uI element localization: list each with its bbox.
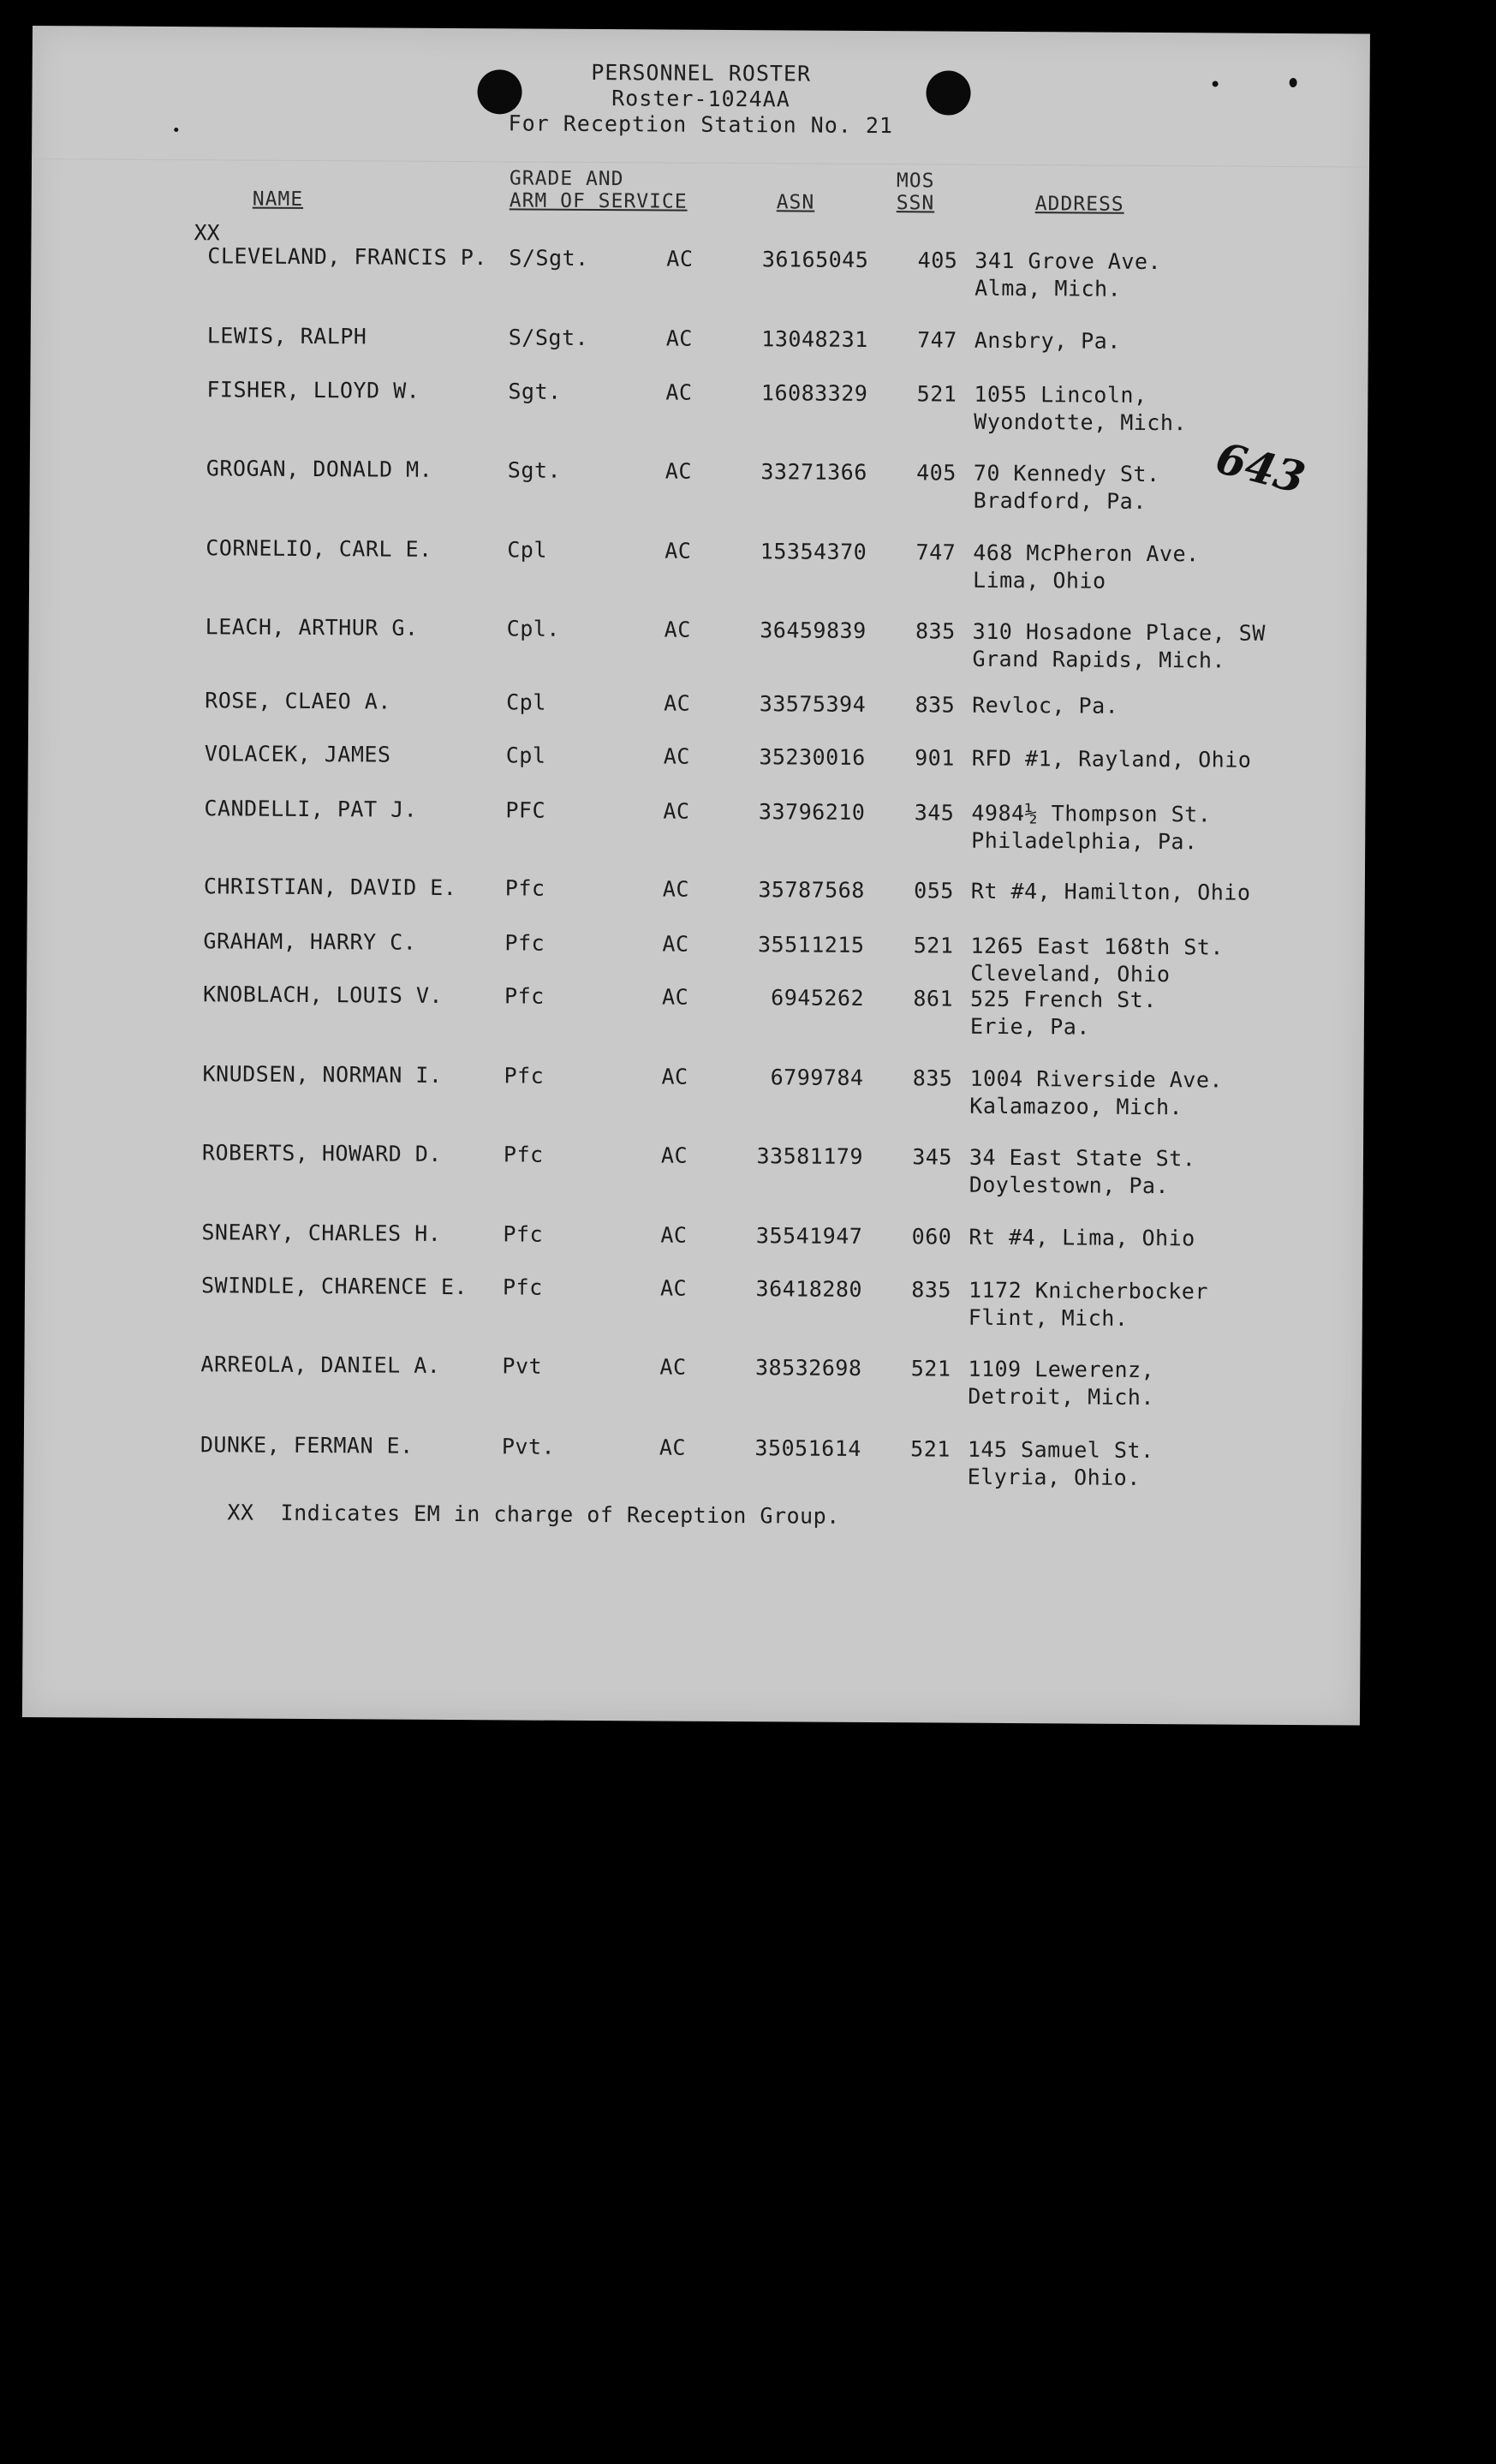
row-asn: 6799784 <box>770 1065 864 1090</box>
row-address-line2: Erie, Pa. <box>969 1013 1090 1040</box>
row-address-line1: 310 Hosadone Place, SW <box>972 618 1266 646</box>
row-address-line2: Elyria, Ohio. <box>967 1464 1141 1490</box>
row-address-line1: 468 McPheron Ave. <box>973 540 1200 567</box>
row-asn: 36418280 <box>755 1276 863 1302</box>
table-row <box>30 454 1368 522</box>
column-header-grade-line2: ARM OF SERVICE <box>509 189 688 213</box>
row-address-line1: 145 Samuel St. <box>967 1436 1154 1464</box>
row-grade: Sgt. <box>507 457 562 483</box>
row-arm-of-service: AC <box>665 458 693 484</box>
table-row <box>27 794 1365 862</box>
row-asn: 13048231 <box>761 326 868 352</box>
row-address-line2: Kalamazoo, Mich. <box>969 1093 1183 1120</box>
row-mos: 835 <box>911 1277 952 1303</box>
row-marker: XX <box>194 220 220 246</box>
table-row <box>24 1350 1362 1418</box>
row-address-line2: Grand Rapids, Mich. <box>972 646 1226 673</box>
stamp-number: 643 <box>1211 432 1310 504</box>
table-row <box>29 534 1367 602</box>
row-grade: Sgt. <box>508 379 562 404</box>
row-arm-of-service: AC <box>665 538 692 564</box>
column-header-asn: ASN <box>776 191 815 214</box>
row-grade: Pfc <box>502 1274 543 1300</box>
row-mos: 055 <box>914 878 954 904</box>
row-arm-of-service: AC <box>659 1354 687 1380</box>
row-grade: Pfc <box>503 1142 544 1167</box>
row-grade: Pvt <box>502 1353 543 1379</box>
row-name: LEWIS, RALPH <box>206 323 367 349</box>
row-mos: 521 <box>910 1356 951 1381</box>
row-grade: Pfc <box>504 983 545 1009</box>
footnote: XX Indicates EM in charge of Reception Group. <box>227 1500 840 1529</box>
row-asn: 33796210 <box>758 799 866 825</box>
row-grade: Pfc <box>504 930 545 956</box>
table-row <box>25 1271 1362 1339</box>
row-arm-of-service: AC <box>664 690 691 716</box>
row-asn: 36459839 <box>760 617 867 643</box>
row-name: CORNELIO, CARL E. <box>206 535 432 562</box>
row-address-line1: 1265 East 168th St. <box>970 933 1225 960</box>
row-address-line2: Alma, Mich. <box>974 275 1122 301</box>
row-address-line2: Detroit, Mich. <box>968 1383 1155 1411</box>
row-name: ARREOLA, DANIEL A. <box>200 1351 441 1378</box>
row-grade: Cpl. <box>506 616 561 641</box>
row-mos: 405 <box>916 460 957 486</box>
row-name: GRAHAM, HARRY C. <box>203 928 417 955</box>
row-mos: 521 <box>910 1436 951 1462</box>
table-row <box>26 1138 1363 1207</box>
row-mos: 835 <box>912 1065 953 1091</box>
row-mos: 521 <box>913 933 954 958</box>
row-arm-of-service: AC <box>661 1064 688 1089</box>
row-arm-of-service: AC <box>663 798 690 824</box>
row-arm-of-service: AC <box>664 617 691 642</box>
row-asn: 15354370 <box>760 539 867 564</box>
row-asn: 35230016 <box>759 744 866 770</box>
row-arm-of-service: AC <box>663 743 691 769</box>
row-asn: 35541947 <box>755 1223 863 1249</box>
row-arm-of-service: AC <box>662 876 690 902</box>
row-asn: 35051614 <box>754 1435 861 1461</box>
row-mos: 747 <box>915 540 957 565</box>
row-grade: Pfc <box>504 1063 545 1089</box>
row-mos: 861 <box>913 986 954 1011</box>
row-name: CANDELLI, PAT J. <box>204 796 418 822</box>
row-address-line2: Lima, Ohio <box>972 567 1106 594</box>
row-mos: 901 <box>915 745 955 771</box>
row-address-line2: Flint, Mich. <box>968 1304 1129 1331</box>
row-address-line1: Ansbry, Pa. <box>974 327 1121 354</box>
row-address-line2: Cleveland, Ohio <box>970 960 1171 987</box>
table-row <box>28 612 1366 681</box>
row-grade: S/Sgt. <box>509 245 589 271</box>
table-row <box>27 980 1364 1048</box>
row-grade: Cpl <box>506 689 546 715</box>
row-address-line1: Rt #4, Lima, Ohio <box>969 1224 1195 1251</box>
document-title: PERSONNEL ROSTER <box>591 59 812 87</box>
row-mos: 405 <box>917 248 958 273</box>
row-address-line1: 4984½ Thompson St. <box>971 800 1212 827</box>
row-name: ROBERTS, HOWARD D. <box>201 1140 442 1166</box>
row-mos: 060 <box>911 1224 952 1250</box>
row-arm-of-service: AC <box>659 1275 688 1301</box>
document-subtitle: For Reception Station No. 21 <box>508 110 894 139</box>
table-row <box>31 242 1368 310</box>
column-header-address: ADDRESS <box>1034 193 1124 216</box>
row-name: SNEARY, CHARLES H. <box>201 1220 442 1246</box>
column-header-mos-line2: SSN <box>896 192 935 215</box>
column-header-name: NAME <box>252 188 304 211</box>
row-asn: 36165045 <box>761 247 869 272</box>
roster-id: Roster-1024AA <box>611 86 790 112</box>
row-grade: Cpl <box>507 537 548 563</box>
row-asn: 35787568 <box>758 877 865 903</box>
row-asn: 16083329 <box>760 380 868 406</box>
row-asn: 35511215 <box>757 932 865 958</box>
row-arm-of-service: AC <box>665 325 693 351</box>
row-address-line1: 1004 Riverside Ave. <box>969 1065 1224 1093</box>
row-mos: 345 <box>914 800 955 826</box>
row-asn: 33271366 <box>760 459 867 485</box>
row-grade: Pfc <box>504 875 545 901</box>
row-arm-of-service: AC <box>661 984 689 1010</box>
table-row <box>30 375 1368 444</box>
table-row <box>24 1430 1362 1499</box>
row-mos: 345 <box>912 1144 953 1170</box>
row-asn: 33575394 <box>759 691 867 717</box>
row-address-line2: Bradford, Pa. <box>973 487 1147 514</box>
row-address-line1: Rt #4, Hamilton, Ohio <box>970 878 1251 905</box>
row-grade: PFC <box>505 797 546 823</box>
row-name: CLEVELAND, FRANCIS P. <box>207 243 488 271</box>
row-name: CHRISTIAN, DAVID E. <box>203 874 457 901</box>
row-address-line1: 1109 Lewerenz, <box>968 1356 1155 1383</box>
row-address-line1: 341 Grove Ave. <box>974 248 1162 275</box>
row-grade: Pfc <box>503 1221 544 1247</box>
row-arm-of-service: AC <box>660 1143 688 1168</box>
row-address-line2: Philadelphia, Pa. <box>971 827 1198 855</box>
row-mos: 747 <box>917 327 957 353</box>
row-grade: Cpl <box>505 743 546 768</box>
row-arm-of-service: AC <box>666 246 694 271</box>
column-header-grade-line1: GRADE AND <box>509 167 624 191</box>
row-mos: 835 <box>915 692 956 718</box>
row-asn: 6945262 <box>771 985 865 1011</box>
row-grade: S/Sgt. <box>508 325 589 350</box>
row-address-line2: Wyondotte, Mich. <box>974 409 1188 436</box>
row-address-line1: 1172 Knicherbocker <box>968 1277 1209 1304</box>
row-address-line1: RFD #1, Rayland, Ohio <box>971 745 1252 773</box>
row-arm-of-service: AC <box>659 1435 687 1460</box>
row-mos: 521 <box>916 381 957 407</box>
roster-page <box>22 26 1370 1726</box>
row-name: DUNKE, FERMAN E. <box>200 1432 414 1459</box>
row-address-line1: 34 East State St. <box>969 1144 1196 1172</box>
row-arm-of-service: AC <box>660 1222 688 1248</box>
row-address-line2: Doylestown, Pa. <box>969 1172 1170 1199</box>
row-name: FISHER, LLOYD W. <box>206 377 420 403</box>
row-name: VOLACEK, JAMES <box>204 741 391 767</box>
row-mos: 835 <box>915 618 956 644</box>
row-address-line1: 1055 Lincoln, <box>974 381 1147 408</box>
table-row <box>26 1059 1363 1128</box>
row-address-line1: 525 French St. <box>969 986 1157 1013</box>
row-name: SWINDLE, CHARENCE E. <box>200 1273 468 1300</box>
row-name: LEACH, ARTHUR G. <box>205 614 419 641</box>
row-name: GROGAN, DONALD M. <box>206 456 433 482</box>
column-header-mos-line1: MOS <box>896 170 935 193</box>
row-address-line1: 70 Kennedy St. <box>973 460 1160 487</box>
row-address-line1: Revloc, Pa. <box>972 692 1119 719</box>
row-grade: Pvt. <box>501 1434 556 1459</box>
row-arm-of-service: AC <box>662 931 689 957</box>
row-asn: 38532698 <box>754 1355 862 1381</box>
row-name: KNOBLACH, LOUIS V. <box>203 981 444 1008</box>
row-asn: 33581179 <box>756 1143 864 1169</box>
row-arm-of-service: AC <box>665 379 693 405</box>
row-name: ROSE, CLAEO A. <box>205 688 391 714</box>
row-name: KNUDSEN, NORMAN I. <box>202 1061 443 1088</box>
